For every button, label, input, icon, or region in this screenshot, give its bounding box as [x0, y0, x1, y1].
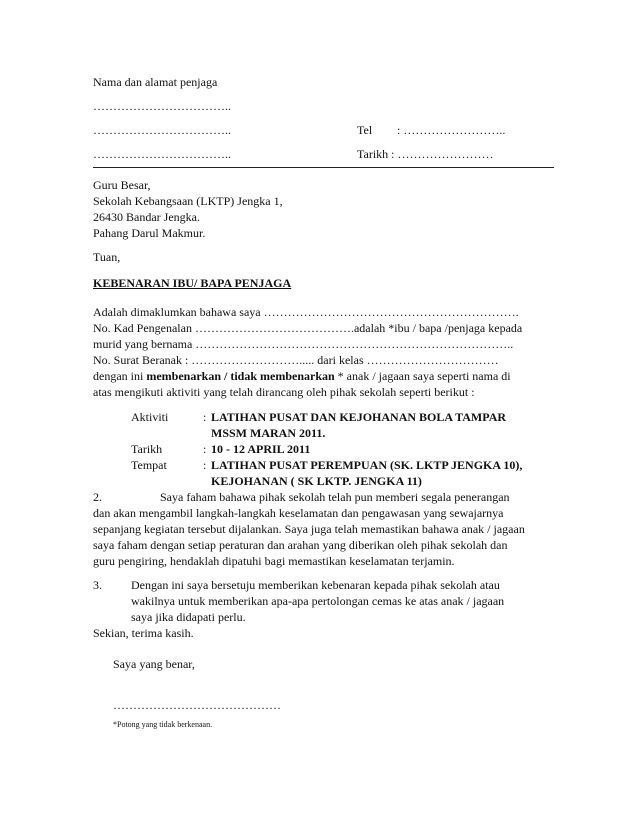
recipient-line-3: 26430 Bandar Jengka. — [93, 210, 200, 224]
guardian-name-label: Nama dan alamat penjaga — [93, 75, 218, 89]
footnote: *Potong yang tidak berkenaan. — [113, 720, 213, 729]
date-label: Tarikh — [131, 442, 163, 456]
para-3-line-2: wakilnya untuk memberikan apa-apa pertolongan cemas ke atas anak / jagaan — [131, 594, 505, 608]
activity-label: Aktiviti — [131, 410, 169, 424]
tel-value: : …………………….. — [397, 123, 506, 137]
salutation: Tuan, — [93, 250, 121, 264]
activity-colon: : — [203, 410, 207, 424]
activity-value-line-1: LATIHAN PUSAT DAN KEJOHANAN BOLA TAMPAR — [211, 410, 507, 424]
recipient-line-1: Guru Besar, — [93, 178, 151, 192]
para-2-line-4: saya faham dengan setiap peraturan dan arahan yang diberikan oleh pihak sekolah dan — [93, 538, 508, 552]
recipient-line-4: Pahang Darul Makmur. — [93, 226, 206, 240]
body-line-5-post: * anak / jagaan saya seperti nama di — [334, 369, 511, 383]
recipient-line-2: Sekolah Kebangsaan (LKTP) Jengka 1, — [93, 194, 283, 208]
venue-value-line-1: LATIHAN PUSAT PEREMPUAN (SK. LKTP JENGKA 10), — [211, 458, 523, 472]
activity-value-line-2: MSSM MARAN 2011. — [211, 426, 326, 440]
body-line-5-pre: dengan ini — [93, 369, 147, 383]
para-3-line-3: saya jika didapati perlu. — [131, 610, 246, 624]
para-3-line-1: Dengan ini saya bersetuju memberikan kebenaran kepada pihak sekolah atau — [131, 578, 500, 592]
venue-value-line-2: KEJOHANAN ( SK LKTP. JENGKA 11) — [211, 474, 422, 488]
address-line-1: …………………………….. — [93, 99, 231, 113]
date-value: 10 - 12 APRIL 2011 — [211, 442, 311, 456]
permission-choice: membenarkan / tidak membenarkan — [146, 369, 335, 383]
body-line-3: murid yang bernama …………………………………………………………………….. — [93, 337, 514, 351]
sign-off: Saya yang benar, — [113, 657, 195, 671]
para-2-line-2: dan akan mengambil langkah-langkah keselamatan dan pengawasan yang sewajarnya — [93, 506, 504, 520]
body-line-6: atas mengikuti aktiviti yang telah dirancang oleh pihak sekolah seperti berikut : — [93, 385, 475, 399]
date-colon: : — [203, 442, 207, 456]
body-line-5 — [93, 368, 511, 384]
body-line-1: Adalah dimaklumkan bahawa saya ………………………………………………………. — [93, 305, 519, 319]
para-3-number: 3. — [93, 578, 102, 592]
address-line-3: …………………………….. — [93, 147, 231, 161]
header-divider — [93, 167, 554, 168]
date-field: Tarikh : …………………… — [357, 147, 494, 161]
body-line-4: No. Surat Beranak : ………………………..... dari kelas …………………………… — [93, 353, 499, 367]
para-2-line-3: sepanjang kegiatan tersebut dijalankan. Saya juga telah memastikan bahawa anak / jagaan — [93, 522, 525, 536]
body-line-2: No. Kad Pengenalan ………………………………….adalah *ibu / bapa /penjaga kepada — [93, 321, 523, 335]
para-2-line-5: guru pengiring, hendaklah dipatuhi bagi memastikan keselamatan terjamin. — [93, 554, 455, 568]
subject-title: KEBENARAN IBU/ BAPA PENJAGA — [93, 276, 292, 290]
closing-text: Sekian, terima kasih. — [93, 626, 194, 640]
para-2-line-1: Saya faham bahawa pihak sekolah telah pun memberi segala penerangan — [160, 490, 510, 504]
venue-colon: : — [203, 458, 207, 472]
signature-line: …………………………………… — [113, 698, 281, 712]
para-2-number: 2. — [93, 490, 102, 504]
tel-label: Tel — [357, 123, 373, 137]
address-line-2: …………………………….. — [93, 123, 231, 137]
venue-label: Tempat — [131, 458, 167, 472]
